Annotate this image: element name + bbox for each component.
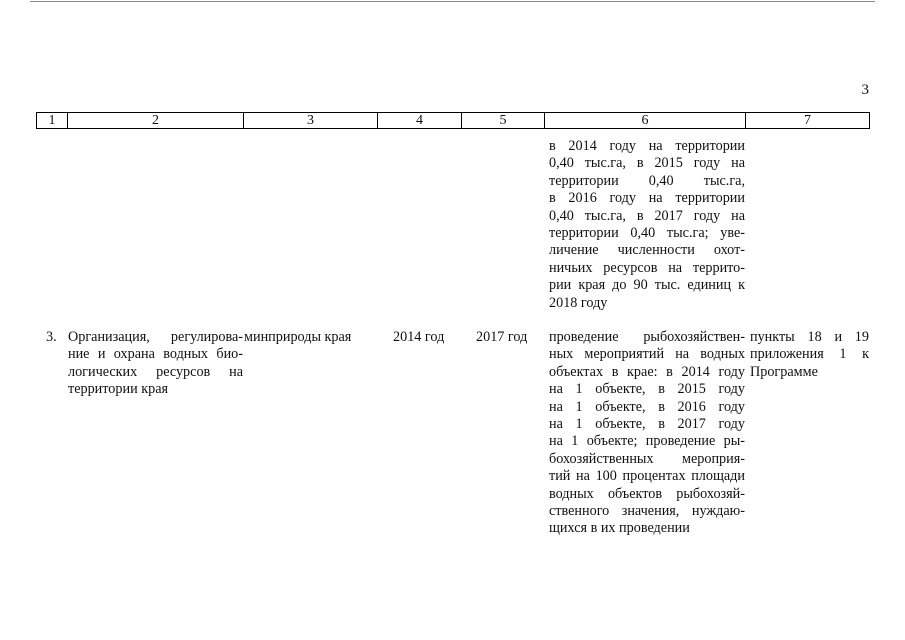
column-header-3: 3: [243, 113, 377, 128]
text-line: 2018 году: [549, 294, 608, 311]
row-start-year: 2014 год: [393, 329, 445, 345]
text-line: тий на 100 процентах площади: [549, 468, 745, 485]
column-header-4: 4: [377, 113, 461, 128]
text-line: территории края: [68, 381, 169, 398]
text-line: на 1 объекте, в 2015 году: [549, 381, 745, 398]
page-top-rule: [30, 1, 875, 2]
text-line: территории 0,40 тыс.га,: [549, 172, 745, 189]
text-line: ние и охрана водных био-: [68, 346, 243, 363]
continuation-result-text: [549, 138, 745, 312]
row-end-year: 2017 год: [476, 329, 528, 345]
text-line: в 2016 году на территории: [549, 190, 745, 207]
text-line: территории 0,40 тыс.га; уве-: [549, 225, 745, 242]
text-line: 0,40 тыс.га, в 2017 году на: [549, 207, 745, 224]
row-executor: минприроды края: [244, 329, 352, 345]
text-line: приложения 1 к: [750, 346, 869, 363]
text-line: 0,40 тыс.га, в 2015 году на: [549, 155, 745, 172]
text-line: Организация, регулирова-: [68, 329, 243, 345]
row-number: 3.: [46, 329, 57, 345]
column-header-1: 1: [48, 113, 56, 128]
text-line: ных мероприятий на водных: [549, 346, 745, 363]
row-program-link-text: [750, 329, 869, 381]
column-header-6: 6: [544, 113, 745, 128]
text-line: водных объектов рыбохозяй-: [549, 485, 745, 502]
page-number: 3: [861, 82, 869, 98]
text-line: проведение рыбохозяйствен-: [549, 329, 745, 345]
text-line: ничьих ресурсов на террито-: [549, 259, 745, 276]
text-line: щихся в их проведении: [549, 520, 690, 537]
text-line: рии края до 90 тыс. единиц к: [549, 277, 745, 294]
text-line: на 1 объекте, в 2017 году: [549, 416, 745, 433]
text-line: бохозяйственных мероприя-: [549, 450, 745, 467]
text-line: Программе: [750, 363, 818, 380]
column-header-5: 5: [461, 113, 544, 128]
column-number-header-row: [36, 112, 870, 129]
text-line: в 2014 году на территории: [549, 138, 745, 154]
column-header-2: 2: [67, 113, 243, 128]
row-result-text: [549, 329, 745, 538]
text-line: ственного значения, нуждаю-: [549, 503, 745, 520]
text-line: на 1 объекте; проведение ры-: [549, 433, 745, 450]
text-line: на 1 объекте, в 2016 году: [549, 398, 745, 415]
text-line: объектах в крае: в 2014 году: [549, 363, 745, 380]
text-line: пункты 18 и 19: [750, 329, 869, 345]
row-task-text: [68, 329, 243, 399]
text-line: логических ресурсов на: [68, 363, 243, 380]
text-line: личение численности охот-: [549, 242, 745, 259]
column-header-7: 7: [745, 113, 869, 128]
